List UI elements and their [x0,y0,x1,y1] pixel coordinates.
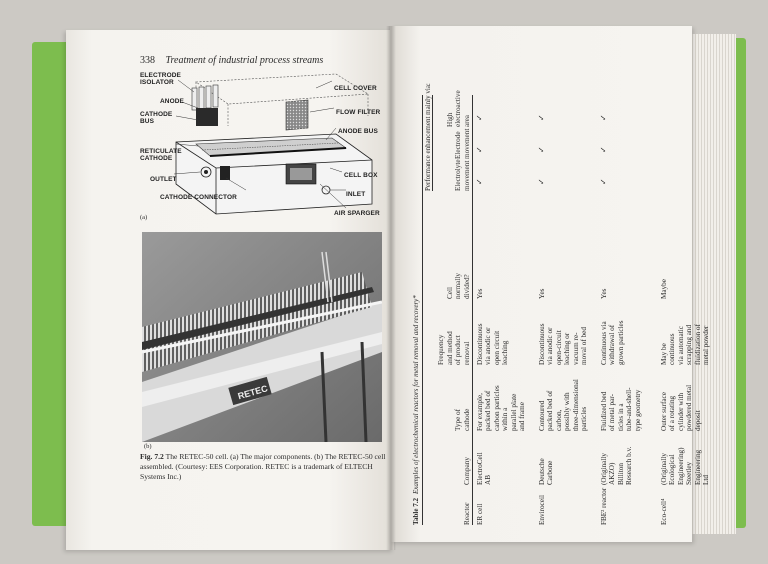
table-top-rule [422,95,423,525]
row-0-cathode-line: carbon particles [492,385,501,431]
label-electrode-isolator-line1: ELECTRODE [140,72,181,79]
row-3-removal-line: via automatic [676,326,685,365]
label-cathode-bus-line1: CATHODE [140,111,173,118]
row-1-removal-line: vacuum re- [571,332,580,365]
row-0-company [476,452,493,485]
subfigure-b-label: (b) [144,443,152,450]
row-3-cathode-line: of a rotating [668,395,677,431]
header-electrode-line: movement [462,128,471,159]
row-2-electrolyte-check: ✓ [599,178,608,185]
header-performance-enhancement: Performance enhancement mainly via: [424,83,432,191]
header-electrode [454,129,471,159]
row-2-removal-line: grown particles [616,320,625,365]
label-air-sparger: AIR SPARGER [334,210,380,217]
row-0-area-check: ✓ [475,114,484,121]
table-caption-label: Table 7.2 [412,498,420,525]
row-2-reactor [600,488,608,525]
label-cell-box: CELL BOX [344,172,378,179]
row-1-company-line: Deutsche [538,458,546,485]
header-area-line: electroactive [454,90,463,127]
header-reactor [463,503,471,525]
row-0-cathode-line: For example, [476,393,484,431]
header-divided-line: Cell [445,287,454,299]
header-cathode-line: Type of [454,408,463,431]
row-2-company-line: Research b.v. [625,446,634,485]
header-electrolyte-line: Electrolyte [454,159,463,191]
label-cell-cover: CELL COVER [334,85,377,92]
header-area-line: High [445,112,454,127]
row-3-divided [660,279,668,299]
row-0-removal-line: via anodic or [484,327,493,365]
row-0-electrode-check: ✓ [475,146,484,153]
label-anode: ANODE [160,98,184,105]
header-reactor-line: Reactor [462,502,471,525]
label-flow-filter: FLOW FILTER [336,109,381,116]
row-0-removal-line: Discontinuous [476,323,484,365]
row-1-removal-line: open-circuit [554,330,563,365]
row-0-removal-line: open circuit [492,330,501,365]
row-1-cathode [538,379,588,431]
label-electrode-isolator [140,72,181,86]
row-2-cathode-line: ticles in a [616,403,625,431]
row-2-divided-line: Yes [600,288,608,299]
label-electrode-isolator-line2: ISOLATOR [140,79,174,86]
label-outlet: OUTLET [150,176,177,183]
header-company [463,457,471,485]
row-3-cathode-line: Outer surface [660,392,668,431]
row-2-cathode [600,387,642,431]
row-0-electrolyte-check: ✓ [475,178,484,185]
row-0-cathode-line: within a [501,407,510,431]
row-3-removal-line: continuous [668,333,677,365]
header-divided [446,273,471,299]
header-removal-line: and method [445,331,454,365]
row-1-cathode-line: particles [580,406,589,431]
row-0-reactor [476,504,484,525]
row-1-removal-line: Discontinuous [538,323,546,365]
row-1-divided [538,289,546,299]
label-cathode-bus-line2: BUS [140,118,155,125]
header-area-line: area [462,115,471,127]
row-2-company-line: AKZO) [608,462,617,485]
row-3-company-line: Steetley [685,461,694,485]
row-2-company [600,447,634,485]
retec-cell-photo [142,232,382,442]
row-3-removal-line: fluidization of [693,324,702,365]
row-3-removal-line: scrapping and [685,324,694,365]
row-2-removal-line: Continuous via [600,321,608,365]
retec-plate-text: RETEC [236,383,269,402]
row-0-removal-line: leaching [501,340,510,365]
header-cathode [454,409,471,431]
row-1-cathode-line: carbon, [554,409,563,431]
row-0-cathode-line: and frame [518,402,527,431]
row-1-cathode-line: Contoured [538,400,546,431]
row-2-divided [600,289,608,299]
row-1-cathode-line: possibly with [563,392,572,431]
row-3-reactor-line: Eco-cell⁴ [660,498,668,525]
page-number: 338 [140,55,155,66]
row-1-removal-line: moval of bed [580,327,589,365]
table-7-2 [410,83,711,525]
row-2-cathode-line: type geometry [633,389,642,431]
row-3-divided-line: Maybe [660,279,668,299]
label-cathode-bus [140,111,172,125]
row-2-cathode-line: tube-and-shell- [625,387,634,431]
row-3-cathode-line: cylinder with [676,392,685,431]
row-1-company-line: Carbone [546,460,555,485]
row-1-divided-line: Yes [538,288,546,299]
row-2-removal-line: withdrawal of [608,324,617,365]
figure-caption-label: Fig. 7.2 [140,452,164,461]
row-0-reactor-line: ER cell [476,503,484,525]
row-1-electrode-check: ✓ [537,146,546,153]
table-caption-text: Examples of electrochemical reactors for metal removal and recovery* [412,295,420,495]
row-1-removal-line: leaching or [563,332,572,365]
row-3-cathode-line: powdered metal [685,384,694,431]
row-0-company-line: AB [484,475,493,485]
header-removal [437,331,471,365]
row-3-company-line: (Originally [660,453,668,485]
row-1-cathode-line: three-dimensional [571,379,580,431]
row-0-removal [476,323,510,365]
row-0-divided [476,289,484,299]
figure-caption [140,452,390,482]
row-1-company [538,458,555,485]
row-1-removal-line: via anodic or [546,327,555,365]
row-3-company [660,447,710,485]
row-2-electrode-check: ✓ [599,146,608,153]
label-anode-bus: ANODE BUS [338,128,378,135]
header-span-rule [432,95,433,191]
label-reticulate-cathode [140,148,182,162]
table-caption [412,295,420,525]
label-reticulate-cathode-line2: CATHODE [140,155,173,162]
row-3-company-line: Ecological [668,454,677,485]
row-3-company-line: Engineering) [676,447,685,485]
header-company-line: Company [462,457,471,485]
row-3-cathode [660,385,702,431]
row-2-removal [600,320,625,365]
header-electrode-line: Electrode [454,131,463,159]
header-electrolyte-line: movement [462,160,471,191]
row-2-reactor-line: FBE² reactor [600,487,608,525]
row-2-cathode-line: of metal par- [608,394,617,431]
label-cathode-connector: CATHODE CONNECTOR [160,194,237,201]
row-3-cathode-line: deposit [693,410,702,431]
header-electrolyte [454,159,471,191]
row-2-company-line: Billiton [616,463,625,485]
row-0-divided-line: Yes [476,288,484,299]
row-2-cathode-line: Fluidized bed [600,391,608,431]
row-2-company-line: (Originally [600,453,608,485]
row-3-removal-line: May be [660,343,668,365]
figure-caption-text: The RETEC-50 cell. (a) The major components. (b) The RETEC-50 cell assembled. (Courtesy: EES Corporation. RETEC is a trademark of ELTECH Systems Inc.) [140,452,386,481]
header-divided-line: normally [454,273,463,299]
row-3-reactor [660,499,668,525]
header-removal-line: of product [454,335,463,365]
row-3-removal [660,324,710,365]
subfigure-a-label: (a) [140,214,148,221]
header-removal-line: Frequency [437,334,446,365]
row-1-reactor-line: Enviroceil [538,495,546,525]
row-2-area-check: ✓ [599,114,608,121]
row-0-company-line: ElectroCell [476,452,484,485]
header-cathode-line: cathode [462,408,471,431]
row-1-electrolyte-check: ✓ [537,178,546,185]
header-removal-line: removal [462,341,471,365]
table-header-rule [472,95,473,525]
row-3-removal-line: metal powder [702,325,711,365]
row-1-reactor [538,495,546,525]
header-divided-line: divided? [462,274,471,299]
row-1-removal [538,323,588,365]
row-1-area-check: ✓ [537,114,546,121]
row-3-company-line: Engineering [693,449,702,485]
row-1-cathode-line: packed bed of [546,390,555,431]
label-reticulate-cathode-line1: RETICULATE [140,148,182,155]
label-inlet: INLET [346,191,366,198]
row-0-cathode-line: parallel plate [509,393,518,431]
row-3-company-line: Ltd [702,475,711,485]
running-head-title: Treatment of industrial process streams [165,55,324,66]
row-0-cathode-line: packed bed of [484,390,493,431]
row-0-cathode [476,385,526,431]
header-area [446,90,471,127]
